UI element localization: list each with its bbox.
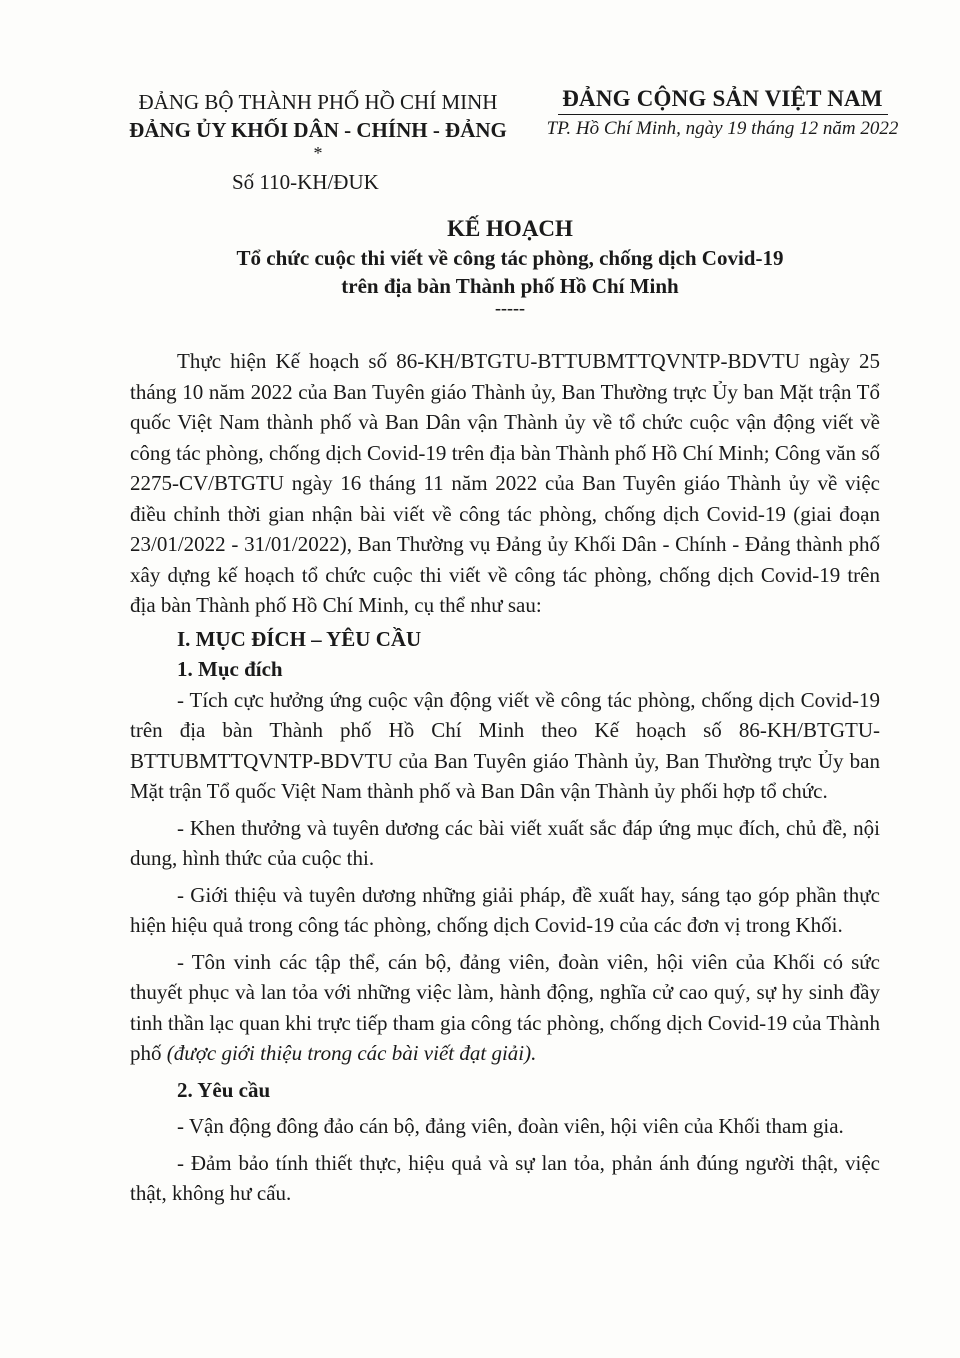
document-title-block bbox=[130, 214, 890, 316]
requirement-item-2: - Đảm bảo tính thiết thực, hiệu quả và sự lan tỏa, phản ánh đúng người thật, việc thật, không hư cấu. bbox=[130, 1150, 880, 1205]
intro-paragraph: Thực hiện Kế hoạch số 86-KH/BTGTU-BTTUBMTTQVNTP-BDVTU ngày 25 tháng 10 năm 2022 của Ban Tuyên giáo Thành ủy, Ban Thường trực Ủy ban Mặt trận Tổ quốc Việt Nam thành phố và Ban Dân vận Thành ủy về tổ chức cuộc vận động viết về công tác phòng, chống dịch Covid-19 trên địa bàn Thành phố Hồ Chí Minh; Công văn số 2275-CV/BTGTU ngày 16 tháng 11 năm 2022 của Ban Tuyên giáo Thành ủy về việc điều chỉnh thời gian nhận bài viết về công tác phòng, chống dịch Covid-19 (giai đoạn 23/01/2022 - 31/01/2022), Ban Thường vụ Đảng ủy Khối Dân - Chính - Đảng thành phố xây dựng kế hoạch tổ chức cuộc thi viết về công tác phòng, chống dịch Covid-19 trên địa bàn Thành phố Hồ Chí Minh, cụ thể như sau: bbox=[130, 349, 880, 617]
document-subject-line-2: trên địa bàn Thành phố Hồ Chí Minh bbox=[341, 274, 679, 298]
document-type: KẾ HOẠCH bbox=[447, 216, 573, 241]
document-body bbox=[130, 346, 880, 1209]
star-separator: * bbox=[313, 143, 323, 163]
document-subject-line-1: Tổ chức cuộc thi viết về công tác phòng, chống dịch Covid-19 bbox=[236, 246, 784, 270]
subheading-purpose: 1. Mục đích bbox=[177, 657, 283, 681]
purpose-item-4-text: - Tôn vinh các tập thể, cán bộ, đảng viên, đoàn viên, hội viên của Khối có sức thuyết phục và lan tỏa với những việc làm, hành động, nghĩa cử cao quý, sự hy sinh đầy tinh thần lạc quan khi trực tiếp tham gia công tác phòng, chống dịch Covid-19 của Thành phố bbox=[130, 949, 880, 1065]
issuing-organization: ĐẢNG ỦY KHỐI DÂN - CHÍNH - ĐẢNG bbox=[129, 118, 507, 142]
document-number: Số 110-KH/ĐUK bbox=[232, 170, 379, 194]
purpose-item-4 bbox=[130, 947, 880, 1069]
purpose-item-1: - Tích cực hưởng ứng cuộc vận động viết về công tác phòng, chống dịch Covid-19 trên địa bàn Thành phố Hồ Chí Minh theo Kế hoạch số 86-KH/BTGTU-BTTUBMTTQVNTP-BDVTU của Ban Tuyên giáo Thành ủy, Ban Thường trực Ủy ban Mặt trận Tổ quốc Việt Nam thành phố và Ban Dân vận Thành ủy phối hợp tổ chức. bbox=[130, 687, 880, 803]
party-heading-block bbox=[545, 84, 900, 143]
place-and-date: TP. Hồ Chí Minh, ngày 19 tháng 12 năm 2022 bbox=[546, 118, 899, 139]
title-separator: ----- bbox=[495, 298, 525, 318]
subheading-requirements: 2. Yêu cầu bbox=[177, 1077, 271, 1102]
requirement-item-1: - Vận động đông đảo cán bộ, đảng viên, đoàn viên, hội viên của Khối tham gia. bbox=[177, 1114, 844, 1138]
issuing-organization-block bbox=[98, 88, 538, 163]
party-name: ĐẢNG CỘNG SẢN VIỆT NAM bbox=[562, 86, 883, 111]
purpose-item-3: - Giới thiệu và tuyên dương những giải pháp, đề xuất hay, sáng tạo góp phần thực hiện hiệu quả trong công tác phòng, chống dịch Covid-19 của các đơn vị trong Khối. bbox=[130, 882, 880, 937]
purpose-item-2: - Khen thưởng và tuyên dương các bài viết xuất sắc đáp ứng mục đích, chủ đề, nội dung, hình thức của cuộc thi. bbox=[130, 815, 880, 870]
purpose-item-4-note: (được giới thiệu trong các bài viết đạt giải). bbox=[166, 1041, 537, 1065]
parent-organization: ĐẢNG BỘ THÀNH PHỐ HỒ CHÍ MINH bbox=[138, 90, 498, 114]
section-heading-purpose-requirements: I. MỤC ĐÍCH – YÊU CẦU bbox=[177, 626, 422, 651]
